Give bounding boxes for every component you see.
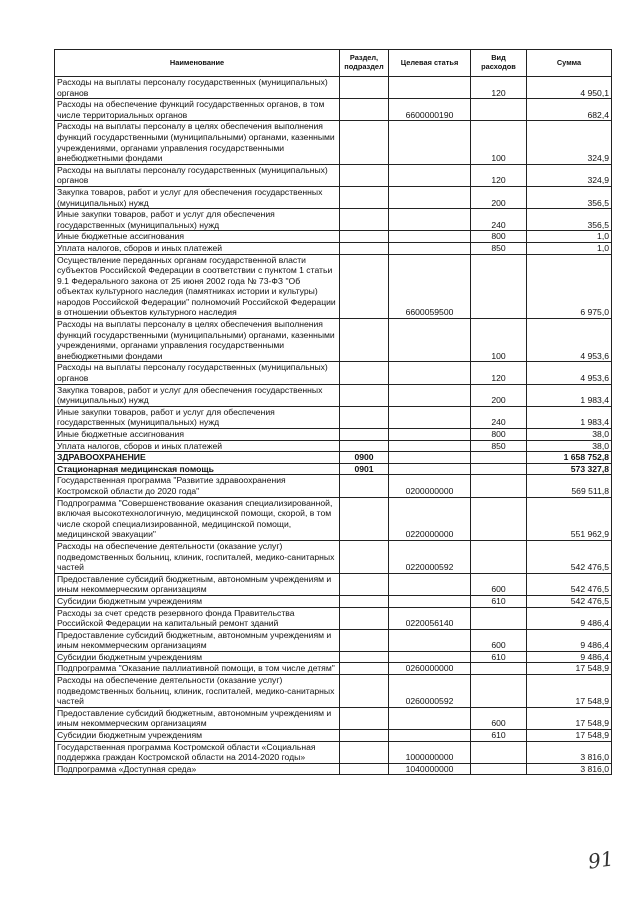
cell-name: Расходы на обеспечение деятельности (оказание услуг) подведомственных больниц, клиник, госпиталей, медико-санитарных частей bbox=[55, 675, 340, 708]
cell-name: Расходы за счет средств резервного фонда Правительства Российской Федерации на капитальный ремонт зданий bbox=[55, 607, 340, 629]
cell-type: 610 bbox=[471, 730, 527, 742]
cell-target bbox=[389, 463, 471, 475]
table-row bbox=[55, 406, 612, 428]
cell-type bbox=[471, 475, 527, 497]
cell-name: Закупка товаров, работ и услуг для обеспечения государственных (муниципальных) нужд bbox=[55, 384, 340, 406]
cell-sum: 3 816,0 bbox=[527, 763, 612, 775]
cell-type: 200 bbox=[471, 186, 527, 208]
cell-target: 1040000000 bbox=[389, 763, 471, 775]
table-row bbox=[55, 763, 612, 775]
header-type: Вид расходов bbox=[471, 50, 527, 77]
table-row bbox=[55, 540, 612, 573]
cell-target bbox=[389, 573, 471, 595]
cell-name: Уплата налогов, сборов и иных платежей bbox=[55, 440, 340, 452]
cell-target bbox=[389, 730, 471, 742]
cell-sum: 17 548,9 bbox=[527, 663, 612, 675]
cell-name: Расходы на обеспечение деятельности (оказание услуг) подведомственных больниц, клиник, госпиталей, медико-санитарных частей bbox=[55, 540, 340, 573]
cell-sum: 3 816,0 bbox=[527, 741, 612, 763]
header-sum: Сумма bbox=[527, 50, 612, 77]
cell-target bbox=[389, 186, 471, 208]
cell-sum: 324,9 bbox=[527, 164, 612, 186]
cell-target bbox=[389, 164, 471, 186]
table-row bbox=[55, 730, 612, 742]
header-target: Целевая статья bbox=[389, 50, 471, 77]
cell-type: 240 bbox=[471, 209, 527, 231]
table-row bbox=[55, 741, 612, 763]
cell-name: Субсидии бюджетным учреждениям bbox=[55, 595, 340, 607]
cell-target: 0220000592 bbox=[389, 540, 471, 573]
cell-type: 600 bbox=[471, 707, 527, 729]
cell-type: 850 bbox=[471, 242, 527, 254]
cell-section bbox=[340, 429, 389, 441]
cell-name: Осуществление переданных органам государственной власти субъектов Российской Федерации в соответствии с пунктом 1 статьи 9.1 Федерального закона от 25 июня 2002 года № 73-ФЗ "Об объектах культурного наследия (памятниках истории и культуры) народов Российской Федерации" полномочий Российской Федерации в отношении объектов культурного наследия bbox=[55, 254, 340, 319]
cell-section bbox=[340, 675, 389, 708]
cell-section bbox=[340, 99, 389, 121]
cell-type bbox=[471, 540, 527, 573]
table-row bbox=[55, 77, 612, 99]
cell-target bbox=[389, 629, 471, 651]
cell-sum: 1 658 752,8 bbox=[527, 452, 612, 464]
cell-sum: 4 953,6 bbox=[527, 362, 612, 384]
cell-section bbox=[340, 164, 389, 186]
table-row bbox=[55, 707, 612, 729]
cell-section bbox=[340, 209, 389, 231]
cell-section bbox=[340, 607, 389, 629]
table-row bbox=[55, 475, 612, 497]
cell-section bbox=[340, 242, 389, 254]
table-row bbox=[55, 629, 612, 651]
cell-sum: 1,0 bbox=[527, 242, 612, 254]
cell-sum: 17 548,9 bbox=[527, 675, 612, 708]
cell-sum: 569 511,8 bbox=[527, 475, 612, 497]
cell-name: Расходы на выплаты персоналу в целях обеспечения выполнения функций государственными (муниципальными) органами, казенными учреждениями, органами управления государственными внебюджетными фондами bbox=[55, 319, 340, 362]
cell-section bbox=[340, 573, 389, 595]
table-row bbox=[55, 497, 612, 540]
cell-name: Закупка товаров, работ и услуг для обеспечения государственных (муниципальных) нужд bbox=[55, 186, 340, 208]
cell-type: 610 bbox=[471, 651, 527, 663]
cell-type bbox=[471, 452, 527, 464]
cell-target bbox=[389, 231, 471, 243]
cell-type: 120 bbox=[471, 164, 527, 186]
cell-name: Субсидии бюджетным учреждениям bbox=[55, 651, 340, 663]
cell-sum: 551 962,9 bbox=[527, 497, 612, 540]
table-row bbox=[55, 573, 612, 595]
cell-target: 6600000190 bbox=[389, 99, 471, 121]
cell-target bbox=[389, 406, 471, 428]
cell-section bbox=[340, 254, 389, 319]
cell-type: 120 bbox=[471, 362, 527, 384]
cell-sum: 6 975,0 bbox=[527, 254, 612, 319]
cell-type bbox=[471, 663, 527, 675]
cell-name: Подпрограмма "Совершенствование оказания специализированной, включая высокотехнологичную, медицинской помощи, скорой, в том числе скорой специализированной, медицинской помощи, медицинской эвакуации" bbox=[55, 497, 340, 540]
cell-section: 0900 bbox=[340, 452, 389, 464]
cell-type: 610 bbox=[471, 595, 527, 607]
cell-section bbox=[340, 440, 389, 452]
header-name: Наименование bbox=[55, 50, 340, 77]
cell-target bbox=[389, 319, 471, 362]
table-row bbox=[55, 209, 612, 231]
cell-sum: 573 327,8 bbox=[527, 463, 612, 475]
cell-target bbox=[389, 362, 471, 384]
cell-type: 100 bbox=[471, 319, 527, 362]
cell-section bbox=[340, 763, 389, 775]
cell-type bbox=[471, 497, 527, 540]
cell-type: 600 bbox=[471, 629, 527, 651]
cell-sum: 356,5 bbox=[527, 209, 612, 231]
cell-target bbox=[389, 209, 471, 231]
cell-type bbox=[471, 463, 527, 475]
cell-sum: 324,9 bbox=[527, 121, 612, 164]
cell-name: Предоставление субсидий бюджетным, автономным учреждениям и иным некоммерческим организациям bbox=[55, 707, 340, 729]
cell-type bbox=[471, 607, 527, 629]
cell-type bbox=[471, 675, 527, 708]
cell-section bbox=[340, 406, 389, 428]
cell-sum: 4 953,6 bbox=[527, 319, 612, 362]
cell-sum: 9 486,4 bbox=[527, 607, 612, 629]
cell-sum: 356,5 bbox=[527, 186, 612, 208]
cell-section bbox=[340, 475, 389, 497]
cell-target: 6600059500 bbox=[389, 254, 471, 319]
cell-name: Расходы на обеспечение функций государственных органов, в том числе территориальных органов bbox=[55, 99, 340, 121]
cell-name: ЗДРАВООХРАНЕНИЕ bbox=[55, 452, 340, 464]
cell-section bbox=[340, 741, 389, 763]
cell-target: 0220056140 bbox=[389, 607, 471, 629]
cell-name: Иные закупки товаров, работ и услуг для обеспечения государственных (муниципальных) нужд bbox=[55, 406, 340, 428]
table-row bbox=[55, 595, 612, 607]
header-row bbox=[55, 50, 612, 77]
cell-section bbox=[340, 319, 389, 362]
cell-target: 1000000000 bbox=[389, 741, 471, 763]
cell-type: 100 bbox=[471, 121, 527, 164]
cell-sum: 682,4 bbox=[527, 99, 612, 121]
cell-section bbox=[340, 629, 389, 651]
cell-section bbox=[340, 707, 389, 729]
cell-target bbox=[389, 77, 471, 99]
cell-sum: 38,0 bbox=[527, 429, 612, 441]
table-row bbox=[55, 675, 612, 708]
cell-target bbox=[389, 242, 471, 254]
cell-target bbox=[389, 651, 471, 663]
cell-type: 200 bbox=[471, 384, 527, 406]
cell-type: 800 bbox=[471, 231, 527, 243]
cell-target bbox=[389, 440, 471, 452]
cell-name: Иные бюджетные ассигнования bbox=[55, 231, 340, 243]
cell-sum: 4 950,1 bbox=[527, 77, 612, 99]
cell-section bbox=[340, 77, 389, 99]
cell-sum: 1 983,4 bbox=[527, 406, 612, 428]
cell-type: 240 bbox=[471, 406, 527, 428]
cell-type: 850 bbox=[471, 440, 527, 452]
cell-name: Подпрограмма "Оказание паллиативной помощи, в том числе детям" bbox=[55, 663, 340, 675]
cell-sum: 17 548,9 bbox=[527, 707, 612, 729]
cell-section bbox=[340, 663, 389, 675]
table-row bbox=[55, 384, 612, 406]
table-row bbox=[55, 99, 612, 121]
cell-section bbox=[340, 651, 389, 663]
cell-sum: 9 486,4 bbox=[527, 629, 612, 651]
cell-section bbox=[340, 540, 389, 573]
cell-target bbox=[389, 429, 471, 441]
table-row bbox=[55, 429, 612, 441]
cell-section bbox=[340, 121, 389, 164]
table-row bbox=[55, 452, 612, 464]
cell-name: Государственная программа "Развитие здравоохранения Костромской области до 2020 года" bbox=[55, 475, 340, 497]
table-row bbox=[55, 362, 612, 384]
cell-sum: 38,0 bbox=[527, 440, 612, 452]
table-row bbox=[55, 651, 612, 663]
table-row bbox=[55, 254, 612, 319]
cell-name: Расходы на выплаты персоналу государственных (муниципальных) органов bbox=[55, 362, 340, 384]
cell-section bbox=[340, 231, 389, 243]
cell-target bbox=[389, 384, 471, 406]
table-row bbox=[55, 463, 612, 475]
cell-name: Уплата налогов, сборов и иных платежей bbox=[55, 242, 340, 254]
page-number: 91 bbox=[586, 846, 615, 874]
cell-section bbox=[340, 362, 389, 384]
cell-section bbox=[340, 186, 389, 208]
cell-target: 0220000000 bbox=[389, 497, 471, 540]
cell-section: 0901 bbox=[340, 463, 389, 475]
cell-sum: 542 476,5 bbox=[527, 573, 612, 595]
cell-target: 0260000000 bbox=[389, 663, 471, 675]
cell-sum: 542 476,5 bbox=[527, 540, 612, 573]
cell-sum: 542 476,5 bbox=[527, 595, 612, 607]
cell-target bbox=[389, 452, 471, 464]
cell-name: Государственная программа Костромской области «Социальная поддержка граждан Костромской области на 2014-2020 годы» bbox=[55, 741, 340, 763]
cell-sum: 1,0 bbox=[527, 231, 612, 243]
table-row bbox=[55, 164, 612, 186]
cell-name: Расходы на выплаты персоналу государственных (муниципальных) органов bbox=[55, 77, 340, 99]
cell-name: Иные закупки товаров, работ и услуг для обеспечения государственных (муниципальных) нужд bbox=[55, 209, 340, 231]
cell-sum: 17 548,9 bbox=[527, 730, 612, 742]
table-row bbox=[55, 663, 612, 675]
cell-type bbox=[471, 99, 527, 121]
table-row bbox=[55, 319, 612, 362]
cell-type bbox=[471, 254, 527, 319]
cell-name: Иные бюджетные ассигнования bbox=[55, 429, 340, 441]
header-section: Раздел, подраздел bbox=[340, 50, 389, 77]
cell-name: Субсидии бюджетным учреждениям bbox=[55, 730, 340, 742]
cell-name: Подпрограмма «Доступная среда» bbox=[55, 763, 340, 775]
table-body bbox=[55, 77, 612, 775]
cell-section bbox=[340, 497, 389, 540]
cell-name: Предоставление субсидий бюджетным, автономным учреждениям и иным некоммерческим организациям bbox=[55, 629, 340, 651]
cell-target: 0200000000 bbox=[389, 475, 471, 497]
cell-name: Расходы на выплаты персоналу в целях обеспечения выполнения функций государственными (муниципальными) органами, казенными учреждениями, органами управления государственными внебюджетными фондами bbox=[55, 121, 340, 164]
table-row bbox=[55, 121, 612, 164]
table-row bbox=[55, 186, 612, 208]
cell-type: 600 bbox=[471, 573, 527, 595]
cell-name: Расходы на выплаты персоналу государственных (муниципальных) органов bbox=[55, 164, 340, 186]
budget-table bbox=[54, 49, 612, 775]
cell-name: Стационарная медицинская помощь bbox=[55, 463, 340, 475]
table-row bbox=[55, 440, 612, 452]
table-row bbox=[55, 231, 612, 243]
cell-sum: 9 486,4 bbox=[527, 651, 612, 663]
cell-type: 120 bbox=[471, 77, 527, 99]
cell-sum: 1 983,4 bbox=[527, 384, 612, 406]
cell-type bbox=[471, 741, 527, 763]
cell-section bbox=[340, 595, 389, 607]
cell-name: Предоставление субсидий бюджетным, автономным учреждениям и иным некоммерческим организациям bbox=[55, 573, 340, 595]
cell-target bbox=[389, 707, 471, 729]
cell-target bbox=[389, 121, 471, 164]
cell-type: 800 bbox=[471, 429, 527, 441]
cell-type bbox=[471, 763, 527, 775]
cell-section bbox=[340, 384, 389, 406]
cell-section bbox=[340, 730, 389, 742]
table-row bbox=[55, 607, 612, 629]
cell-target: 0260000592 bbox=[389, 675, 471, 708]
table-row bbox=[55, 242, 612, 254]
cell-target bbox=[389, 595, 471, 607]
